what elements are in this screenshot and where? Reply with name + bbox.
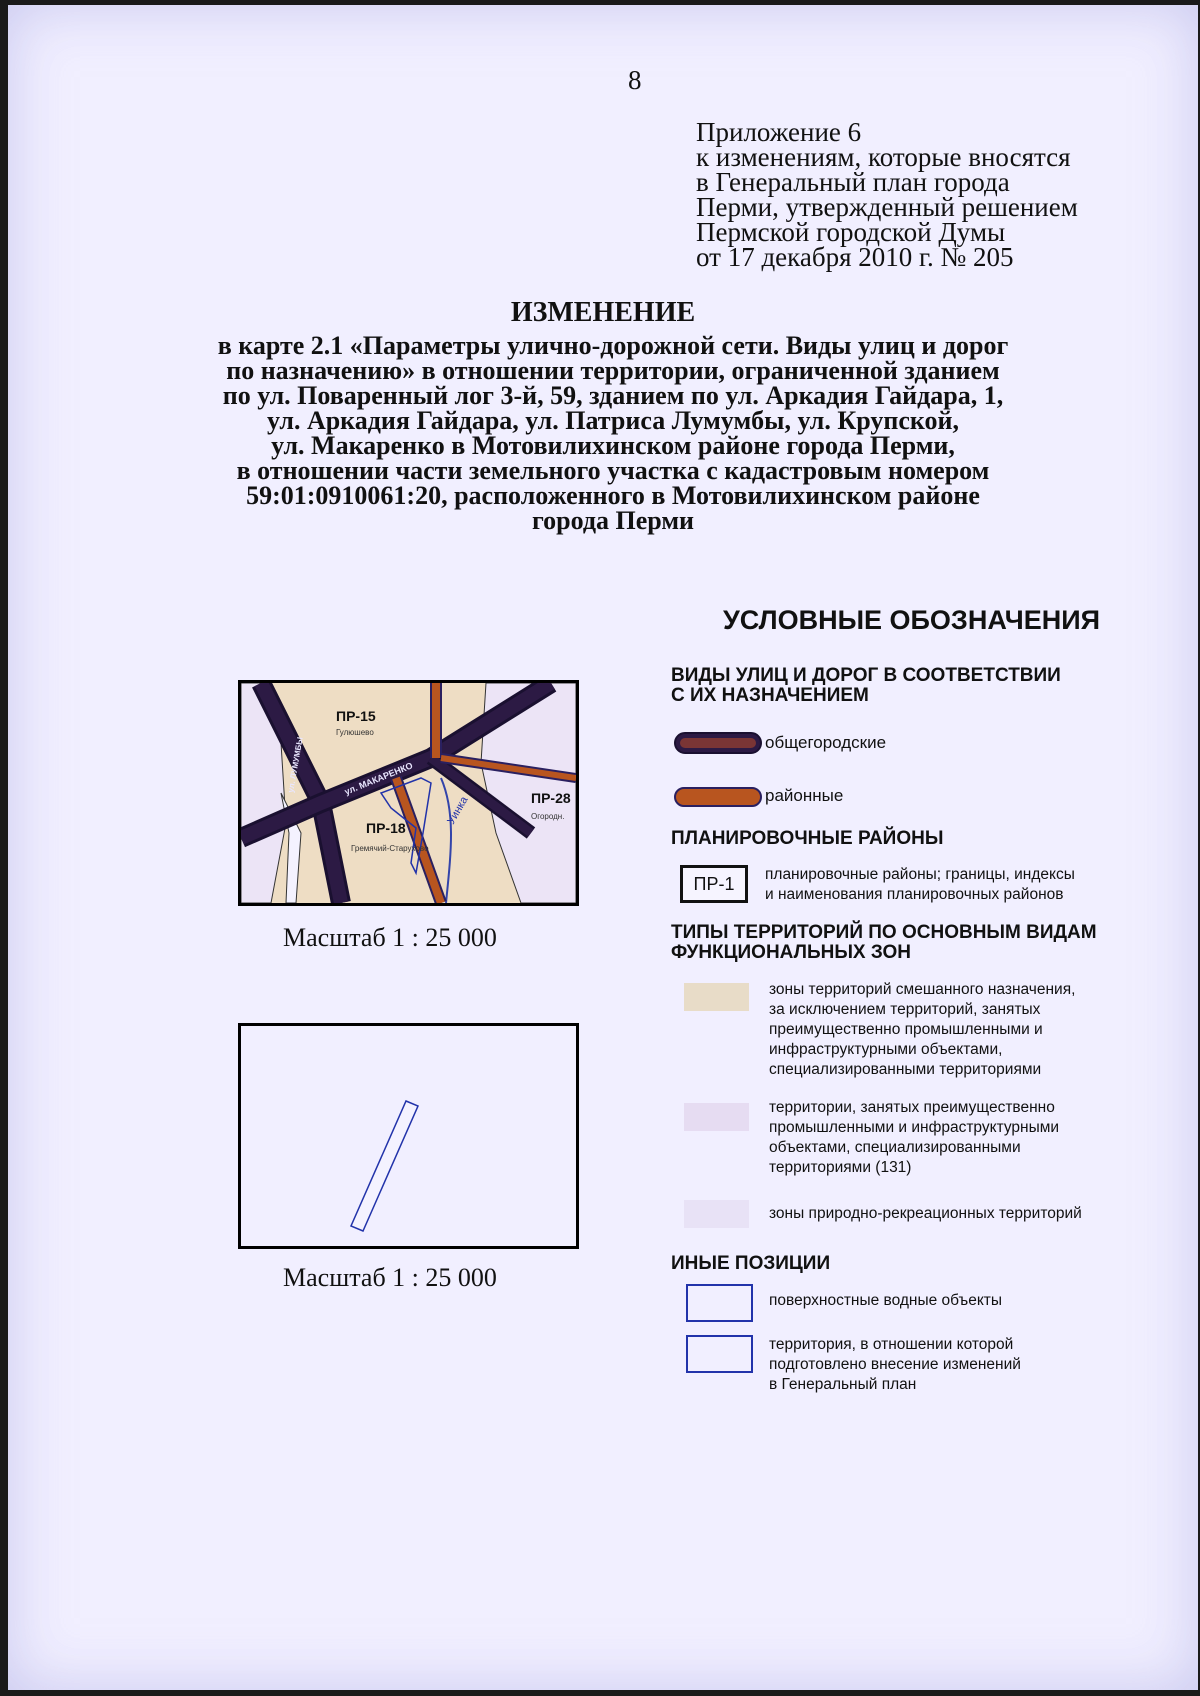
district-name-label: Гремячий-Старухово: [351, 844, 429, 853]
subtitle-line: 59:01:0910061:20, расположенного в Мотовилихинском районе: [246, 481, 980, 510]
district-name-label: Гулюшево: [336, 728, 374, 737]
subtitle-line: в карте 2.1 «Параметры улично-дорожной сети. Виды улиц и дорог: [217, 331, 1009, 360]
legend-line: территория, в отношении которой: [769, 1336, 1014, 1353]
subtitle-line: в отношении части земельного участка с кадастровым номером: [236, 456, 990, 485]
document-title: ИЗМЕНЕНИЕ: [510, 297, 696, 328]
legend-line: в Генеральный план: [769, 1376, 917, 1393]
heading-line: ФУНКЦИОНАЛЬНЫХ ЗОН: [671, 942, 912, 963]
subtitle-line: города Перми: [531, 506, 695, 535]
natural-zone-text: зоны природно-рекреационных территорий: [769, 1205, 1082, 1222]
legend-line: территориями (131): [769, 1159, 912, 1176]
legend-line: территории, занятых преимущественно: [769, 1099, 1055, 1116]
appendix-line: Перми, утвержденный решением: [696, 192, 1078, 222]
river-label: Уинка: [445, 794, 471, 827]
district-name-label: Огородн.: [531, 812, 565, 821]
industrial-zone-swatch: [684, 1103, 749, 1131]
heading-line: ВИДЫ УЛИЦ И ДОРОГ В СООТВЕТСТВИИ: [671, 665, 1061, 686]
legend-roads-heading: [671, 666, 1061, 706]
map-fragment-changed-svg: [241, 1026, 576, 1246]
subtitle-line: ул. Макаренко в Мотовилихинском районе города Перми,: [271, 431, 955, 460]
heading-line: ТИПЫ ТЕРРИТОРИЙ ПО ОСНОВНЫМ ВИДАМ: [671, 922, 1097, 943]
district-code-label: ПР-18: [366, 820, 406, 836]
district-road: [396, 778, 441, 903]
appendix-line: к изменениям, которые вносятся: [696, 142, 1071, 172]
appendix-block: [696, 117, 1078, 272]
district-code-label: ПР-28: [531, 790, 571, 806]
change-territory-outline: [351, 1101, 418, 1231]
legend-line: за исключением территорий, занятых: [769, 1001, 1041, 1018]
map2-scale: Масштаб 1 : 25 000: [283, 1263, 497, 1292]
legend-line: подготовлено внесение изменений: [769, 1356, 1021, 1373]
territory-text: [769, 1335, 1021, 1395]
legend-title: УСЛОВНЫЕ ОБОЗНАЧЕНИЯ: [723, 605, 1101, 635]
page-number: 8: [628, 65, 642, 95]
water-outline-swatch: [686, 1284, 753, 1322]
heading-line: С ИХ НАЗНАЧЕНИЕМ: [671, 685, 869, 706]
street-label: ул. МАКАРЕНКО: [343, 760, 415, 797]
subtitle-line: по назначению» в отношении территории, ограниченной зданием: [226, 356, 1000, 385]
legend-line: промышленными и инфраструктурными: [769, 1119, 1060, 1136]
district-legend-text: [765, 865, 1075, 905]
map-fragment-svg: [241, 683, 576, 903]
city-road-label: общегородские: [765, 733, 887, 752]
mixed-zone-text: [769, 980, 1075, 1080]
city-road-swatch: [674, 732, 762, 754]
legend-other-heading: ИНЫЕ ПОЗИЦИИ: [671, 1253, 831, 1274]
street-label: ул. ЛУМУМБЫ: [286, 736, 305, 794]
document-page: [8, 5, 1198, 1690]
legend-line: и наименования планировочных районов: [765, 886, 1064, 903]
mixed-zone-swatch: [684, 983, 749, 1011]
district-road-swatch: [674, 787, 762, 807]
map-fragment-changed: [238, 1023, 579, 1249]
natural-zone-swatch: [684, 1200, 749, 1228]
subtitle-line: ул. Аркадия Гайдара, ул. Патриса Лумумбы, ул. Крупской,: [267, 406, 959, 435]
legend-districts-heading: ПЛАНИРОВОЧНЫЕ РАЙОНЫ: [671, 828, 944, 849]
map1-scale: Масштаб 1 : 25 000: [283, 923, 497, 952]
water-text: поверхностные водные объекты: [769, 1292, 1003, 1309]
subtitle-line: по ул. Поваренный лог 3-й, 59, зданием по ул. Аркадия Гайдара, 1,: [222, 381, 1004, 410]
map-fragment-current: [238, 680, 579, 906]
document-subtitle: [148, 333, 1078, 533]
river-line: [441, 778, 451, 903]
territory-outline-swatch: [686, 1335, 753, 1373]
appendix-line: Приложение 6: [696, 117, 862, 147]
district-road-label: районные: [765, 786, 844, 805]
legend-line: объектами, специализированными: [769, 1139, 1021, 1156]
legend-line: планировочные районы; границы, индексы: [765, 866, 1075, 883]
legend-line: инфраструктурными объектами,: [769, 1041, 1003, 1058]
district-code-label: ПР-15: [336, 708, 376, 724]
appendix-line: от 17 декабря 2010 г. № 205: [696, 242, 1014, 272]
legend-line: преимущественно промышленными и: [769, 1021, 1043, 1038]
district-box-swatch: ПР-1: [680, 865, 748, 903]
industrial-zone-text: [769, 1098, 1059, 1178]
appendix-line: в Генеральный план города: [696, 167, 1010, 197]
appendix-line: Пермской городской Думы: [696, 217, 1006, 247]
legend-line: зоны территорий смешанного назначения,: [769, 981, 1076, 998]
legend-zones-heading: [671, 923, 1097, 963]
legend-line: специализированными территориями: [769, 1061, 1042, 1078]
